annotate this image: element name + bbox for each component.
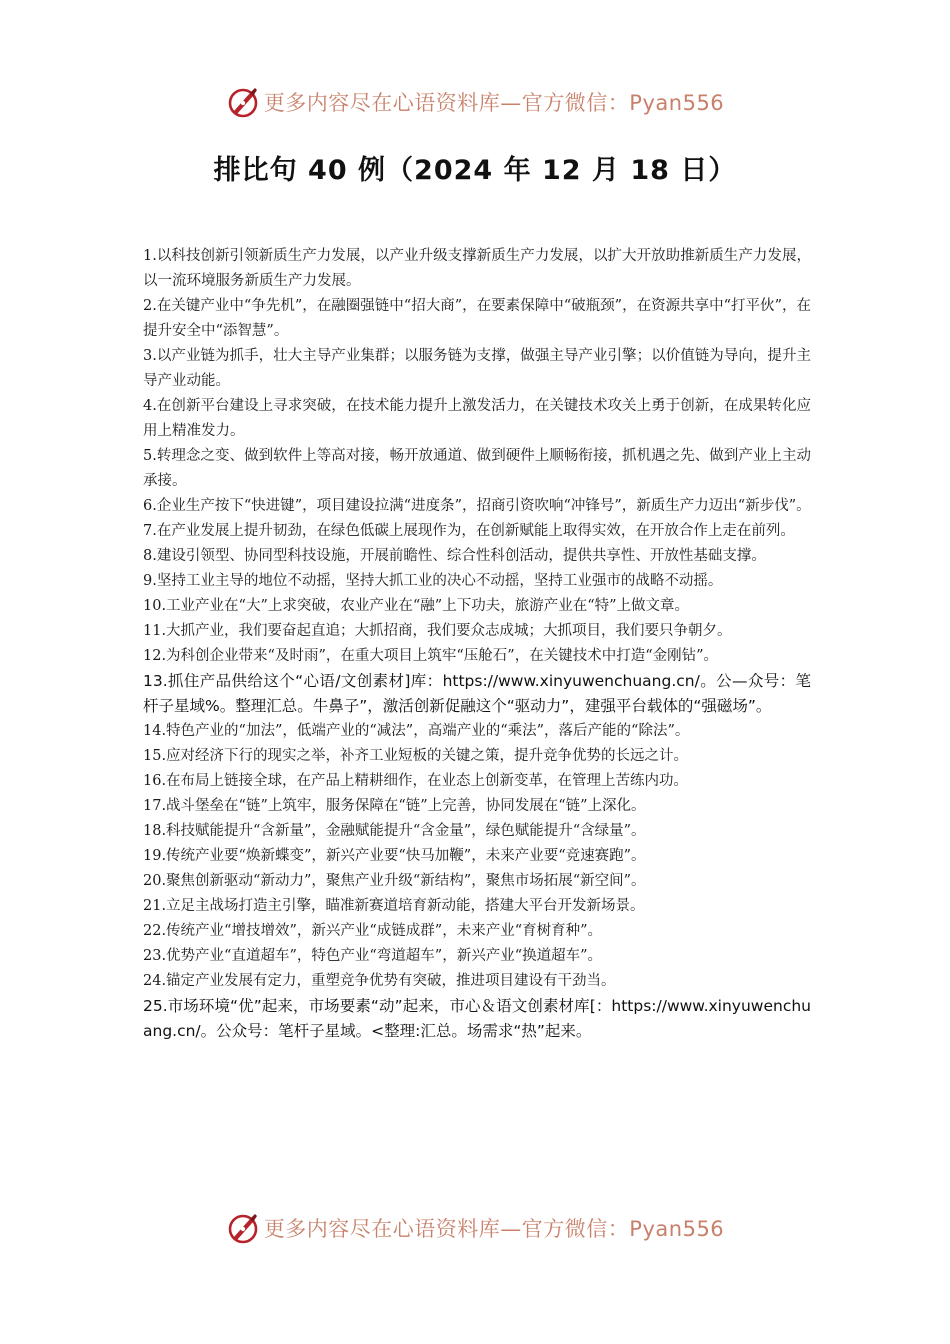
list-item: 6.企业生产按下“快进键”，项目建设拉满“进度条”，招商引资吹响“冲锋号”，新质生产力迈出“新步伐”。 xyxy=(143,498,811,514)
list-item: 14.特色产业的“加法”，低端产业的“减法”，高端产业的“乘法”，落后产能的“除法”。 xyxy=(143,723,690,739)
list-item: 7.在产业发展上提升韧劲，在绿色低碳上展现作为，在创新赋能上取得实效，在开放合作上走在前列。 xyxy=(143,523,795,539)
banner-text: 更多内容尽在心语资料库—官方微信：Pyan556 xyxy=(263,1217,725,1241)
list-item: 18.科技赋能提升“含新量”，金融赋能提升“含金量”，绿色赋能提升“含绿量”。 xyxy=(143,823,646,839)
list-item: 8.建设引领型、协同型科技设施，开展前瞻性、综合性科创活动，提供共享性、开放性基础支撑。 xyxy=(143,548,766,564)
page-title: 排比句 40 例（2024 年 12 月 18 日） xyxy=(213,155,737,186)
list-item: 5.转理念之变、做到软件上等高对接，畅开放通道、做到硬件上顺畅衔接，抓机遇之先、做到产业上主动承接。 xyxy=(143,448,811,489)
list-item: 12.为科创企业带来“及时雨”，在重大项目上筑牢“压舱石”，在关键技术中打造“金刚钻”。 xyxy=(143,648,719,664)
header-banner xyxy=(0,82,950,122)
list-item: 4.在创新平台建设上寻求突破，在技术能力提升上激发活力，在关键技术攻关上勇于创新，在成果转化应用上精准发力。 xyxy=(143,398,811,439)
list-item: 11.大抓产业，我们要奋起直追；大抓招商，我们要众志成城；大抓项目，我们要只争朝夕。 xyxy=(143,623,732,639)
list-item: 13.抓住产品供给这个“心语/文创素材]库：https://www.xinyuwenchuang.cn/。公—众号：笔杆子星域%。整理汇总。牛鼻子”，激活创新促融这个“驱动力”，建强平台载体的“强磁场”。 xyxy=(143,672,811,715)
sentence-list xyxy=(143,244,811,1044)
list-item: 22.传统产业“增技增效”，新兴产业“成链成群”，未来产业“育树育种”。 xyxy=(143,923,603,939)
list-item: 15.应对经济下行的现实之举，补齐工业短板的关键之策，提升竞争优势的长远之计。 xyxy=(143,748,689,764)
list-item: 3.以产业链为抓手，壮大主导产业集群；以服务链为支撑，做强主导产业引擎；以价值链为导向，提升主导产业动能。 xyxy=(143,348,811,389)
list-item: 10.工业产业在“大”上求突破，农业产业在“融”上下功夫，旅游产业在“特”上做文章。 xyxy=(143,598,690,614)
list-item: 19.传统产业要“焕新蝶变”，新兴产业要“快马加鞭”，未来产业要“竞速赛跑”。 xyxy=(143,848,646,864)
list-item: 24.锚定产业发展有定力，重塑竞争优势有突破，推进项目建设有干劲当。 xyxy=(143,973,616,989)
list-item: 9.坚持工业主导的地位不动摇，坚持大抓工业的决心不动摇，坚持工业强市的战略不动摇。 xyxy=(143,573,723,589)
list-item: 25.市场环境“优”起来，市场要素“动”起来，市心＆语文创素材库[：https://www.xinyuwenchuang.cn/。公众号：笔杆子星域。<整理:汇总。场需求“热”起来。 xyxy=(143,997,811,1040)
footer-banner xyxy=(0,1208,950,1248)
list-item: 21.立足主战场打造主引擎，瞄准新赛道培育新动能，搭建大平台开发新场景。 xyxy=(143,898,645,914)
list-item: 23.优势产业“直道超车”，特色产业“弯道超车”，新兴产业“换道超车”。 xyxy=(143,948,603,964)
list-item: 20.聚焦创新驱动“新动力”，聚焦产业升级“新结构”，聚焦市场拓展“新空间”。 xyxy=(143,873,646,889)
list-item: 2.在关键产业中“争先机”，在融圈强链中“招大商”，在要素保障中“破瓶颈”，在资源共享中“打平伙”，在提升安全中“添智慧”。 xyxy=(143,298,811,339)
list-item: 1.以科技创新引领新质生产力发展，以产业升级支撑新质生产力发展，以扩大开放助推新质生产力发展，以一流环境服务新质生产力发展。 xyxy=(143,248,811,289)
list-item: 17.战斗堡垒在“链”上筑牢，服务保障在“链”上完善，协同发展在“链”上深化。 xyxy=(143,798,646,814)
list-item: 16.在布局上链接全球，在产品上精耕细作，在业态上创新变革，在管理上苦练内功。 xyxy=(143,773,689,789)
banner-text: 更多内容尽在心语资料库—官方微信：Pyan556 xyxy=(263,91,725,115)
pen-logo-icon xyxy=(226,85,260,119)
pen-logo-icon xyxy=(226,1211,260,1245)
